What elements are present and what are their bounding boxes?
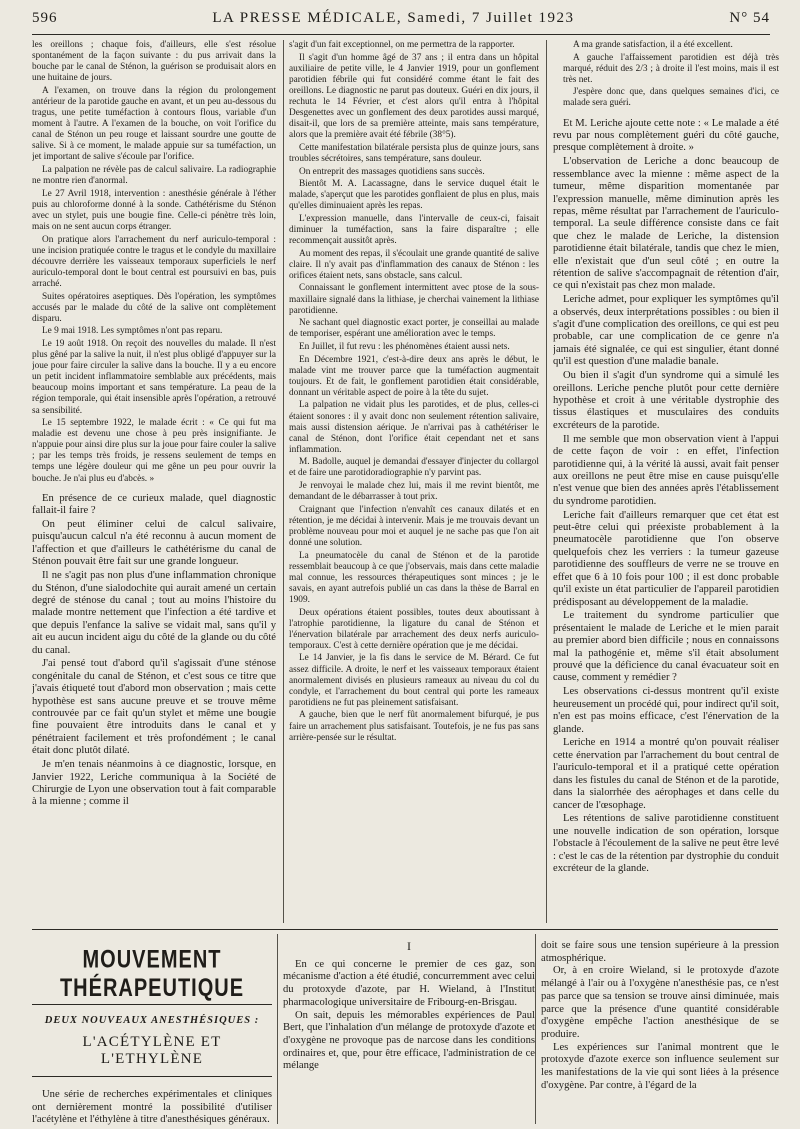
paragraph: Ne sachant quel diagnostic exact porter, je conseillai au malade de temporiser, espérant une amélioration avec le temps. <box>289 318 539 340</box>
paragraph: Les expériences sur l'animal montrent que le protoxyde d'azote exerce son influence seulement sur les manifestations de la vie qui sont liées à la présence d'oxygène. Par contre, à l'égard de la <box>541 1041 779 1091</box>
article-subtitle: DEUX NOUVEAUX ANESTHÉSIQUES : <box>44 1015 260 1026</box>
paragraph: Au moment des repas, il s'écoulait une grande quantité de salive claire. Il n'y avait pas d'inflammation des canaux de Sténon : les orifices étaient nets, sans obstacle, sans calcul. <box>289 248 539 281</box>
paragraph: En Décembre 1921, c'est-à-dire deux ans après le début, le malade vint me trouver parce que la tuméfaction augmentait toujours. Et de fait, le gonflement parotidien était considérable, donnant un véritable aspect de poire à la tête du sujet. <box>289 354 539 398</box>
paragraph: Leriche admet, pour expliquer les symptômes qu'il a observés, deux interprétations possibles : ou bien il s'agit d'une complication des oreillons, ce qui est peu probable, car une complication de ce genre n'a jamais été signalée, ce qui est singulier, étant donné qu'il est question d'une maladie banale. <box>553 294 779 368</box>
paragraph: On entreprit des massages quotidiens sans succès. <box>299 166 485 177</box>
paragraph: Il me semble que mon observation vient à l'appui de cette façon de voir : en effet, l'infection parotidienne qui, à la vérité là aussi, avait fait penser aux oreillons ne peut être mise en cause puisqu'elle n'est venue que bien des années après l'établissement du syndrome parotidien. <box>553 433 779 507</box>
column-divider <box>283 40 284 923</box>
article-column-1 <box>32 40 276 929</box>
paragraph: En ce qui concerne le premier de ces gaz, son mécanisme d'action a été étudié, concurremment avec celui du protoxyde d'azote, par H. Wieland, à l'Institut pharmacologique universitaire de Fribourg-en-Brisgau. <box>283 958 535 1008</box>
paragraph: M. Badolle, auquel je demandai d'essayer d'injecter du collargol et de faire une parotidoradiographie n'y parvint pas. <box>289 457 539 479</box>
paragraph: Le 19 août 1918. On reçoit des nouvelles du malade. Il n'est plus gêné par la salive la nuit, il n'est plus obligé d'appuyer sur la joue pour faire circuler la salive dans la bouche. Il y a eu encore un petit incident inflammatoire semblable aux précédents, mais beaucoup moins important et sans température. La peau de la région temporale, qui était insensible après l'opération, a retrouvé sa sensibilité. <box>32 338 276 416</box>
paragraph: Je renvoyai le malade chez lui, mais il me revint bientôt, me demandant de le débarrasser à tout prix. <box>289 481 539 503</box>
paragraph: Bientôt M. A. Lacassagne, dans le service duquel était le malade, s'aperçut que les parotides gonflaient de plus en plus, mais qu'elles diminuaient après les repas. <box>289 179 539 212</box>
column-divider <box>546 40 547 923</box>
bottom-column-3 <box>541 940 779 1125</box>
section-title: MOUVEMENT THÉRAPEUTIQUE <box>59 946 245 1003</box>
paragraph: J'ai pensé tout d'abord qu'il s'agissait d'une sténose congénitale du canal de Sténon, et c'est sous ce titre que j'avais étiqueté tout d'abord mon observation ; mais cette hypothèse est sans aucune preuve et se trouve même controuvée par ce fait qu'un stylet et même une bougie fine pouvaient être introduits dans le canal et y pénétraient facilement et très profondément ; le canal était donc plutôt dilaté. <box>32 658 276 757</box>
paragraph: J'espère donc que, dans quelques semaines d'ici, ce malade sera guéri. <box>563 87 779 109</box>
quoted-letter <box>563 40 779 110</box>
paragraph: Or, à en croire Wieland, si le protoxyde d'azote mélangé à l'air ou à l'oxygène n'anesthésie pas, ce n'est pas parce que sa tension se trouve ainsi diminuée, mais parce que la présence d'une quantité considérable d'oxygène empêche l'action anesthésique de se produire. <box>541 965 779 1040</box>
paragraph: Le 27 Avril 1918, intervention : anesthésie générale à l'éther puis au chloroforme donné à la sonde. Cathétérisme du Sténon avec un stylet, puis une bougie fine. Celle-ci pénètre très loin, mais on ne sent aucun corps étranger. <box>32 188 276 232</box>
paragraph: Il s'agit d'un homme âgé de 37 ans ; il entra dans un hôpital auxiliaire de petite ville, le 4 Janvier 1919, pour un gonflement parotidien fébrile qui fut considéré comme étant le fait des oreillons. Le diagnostic ne parut pas douteux. Guéri en dix jours, il rechuta le 14 Février, et c'est alors qu'il entra à l'hôpital Desgenettes avec un gonflement des deux parotides aussi marqué, disait-il, que lors de sa première atteinte, mais sans température, alors que la première avait été fébrile (38°5). <box>289 52 539 141</box>
paragraph: Leriche en 1914 a montré qu'on pouvait réaliser cette énervation par l'arrachement du bout central de l'auriculo-temporal et il a pratiqué cette opération dans les fistules du canal de Sténon et de la parotide, dans la sialorrhée des aérophages et dans celle du cancer de l'œsophage. <box>553 737 779 811</box>
column-divider <box>277 934 278 1124</box>
paragraph: On pratique alors l'arrachement du nerf auriculo-temporal : une incision pratiquée contre le tragus et le condyle du maxillaire découvre derrière les vaisseaux temporaux superficiels le nerf auriculo-temporal dont le bout central est poursuivi en bas, puis arraché. <box>32 234 276 289</box>
paragraph: A l'examen, on trouve dans la région du prolongement antérieur de la parotide gauche en avant, et un peu au-dessous du tragus, une petite tuméfaction à contours flous, variable d'un moment à l'autre. A l'examen de la bouche, on voit l'orifice du canal de Sténon un peu rouge et laissant sourdre une goutte de salive. Si à ce moment, le malade appuie sur sa tuméfaction, un jet important de salive s'écoule par l'orifice. <box>32 85 276 163</box>
paragraph: Craignant que l'infection n'envahît ces canaux dilatés et en rétention, je me décidai à intervenir. Mais je me trouvais devant un problème nouveau pour moi et auquel je ne sache pas que l'on ait donné une solution. <box>289 504 539 549</box>
journal-title: LA PRESSE MÉDICALE, Samedi, 7 Juillet 1923 <box>212 10 575 26</box>
paragraph: Connaissant le gonflement intermittent avec ptose de la sous-maxillaire signalé dans la lithiase, je cherchai vainement la lithiase parotidienne. <box>289 283 539 316</box>
paragraph: La palpation ne révèle pas de calcul salivaire. La radiographie ne montre rien d'anormal. <box>32 165 276 187</box>
paragraph: Les observations ci-dessus montrent qu'il existe heureusement un procédé qui, pour indirect qu'il soit, n'en est pas moins efficace, c'est l'énervation de la glande. <box>553 686 779 735</box>
paragraph: Et M. Leriche ajoute cette note : « Le malade a été revu par nous complètement guéri du côté gauche, presque complètement à droite. » <box>553 117 779 154</box>
article-column-3 <box>553 40 779 929</box>
paragraph: doit se faire sous une tension supérieure à la pression atmosphérique. <box>541 940 779 964</box>
article-title: L'ACÉTYLÈNE ET L'ETHYLÈNE <box>32 1034 272 1077</box>
column-divider <box>535 934 536 1124</box>
paragraph: L'expression manuelle, dans l'intervalle de ceux-ci, faisait diminuer la tuméfaction, sans la faire disparaître ; elle recommençait aussitôt après. <box>289 213 539 247</box>
paragraph: Le 9 mai 1918. Les symptômes n'ont pas reparu. <box>42 326 223 337</box>
paragraph: La pneumatocèle du canal de Sténon et de la parotide ressemblait beaucoup à ce que j'observais, mais dans cette maladie mal connue, les ressources thérapeutiques sont minces ; je le savais, en ayant autrefois publié un cas dans la thèse de Barral en 1909. <box>289 550 539 605</box>
paragraph: Le 15 septembre 1922, le malade écrit : « Ce qui fut ma maladie est devenu une chose à peu près insignifiante. Je n'appuie pour ainsi dire plus sur la joue pour faire couler la salive ; par les temps très froids, je ressens seulement de temps en temps une légère douleur qui me gêne un peu pour ouvrir la bouche. Je n'ai plus eu d'abcès. » <box>32 418 276 484</box>
paragraph: Leriche fait d'ailleurs remarquer que cet état est peut-être celui qui préexiste probablement à la pneumatocèle parotidienne que l'on observe quelquefois chez les verriers : la tumeur gazeuse parotidienne des souffleurs de verre ne se trouve en effet que 6 à 10 fois pour 100 ; il est donc probable qu'il existe un état particulier de l'appareil parotidien prédisposant au développement de la maladie. <box>553 509 779 608</box>
paragraph: Ou bien il s'agit d'un syndrome qui a simulé les oreillons. Leriche penche plutôt pour cette dernière hypothèse et croit à une véritable dystrophie des tissus élastiques et musculaires des conduits excréteurs de la parotide. <box>553 370 779 431</box>
issue-number: N° 54 <box>729 10 770 26</box>
section-separator <box>32 929 778 930</box>
paragraph: s'agit d'un fait exceptionnel, on me permettra de la rapporter. <box>289 40 515 50</box>
paragraph: On peut éliminer celui de calcul salivaire, puisqu'aucun calcul n'a été reconnu à aucun moment de l'affection et que d'ailleurs le cathétérisme du canal de Sténon pouvait être fait sur une grande longueur. <box>32 518 276 568</box>
paragraph: Il ne s'agit pas non plus d'une inflammation chronique du Sténon, d'une sialodochite qui aurait amené un certain degré de sténose du canal ; tout au moins l'histoire du malade montre nettement que l'infection a été tardive et que depuis l'enfance la salive se vidait mal, sans qu'il y ait eu aucun incident aigu du côté de la glande ou du côté du canal. <box>32 570 276 656</box>
running-head <box>32 10 770 32</box>
paragraph: A gauche l'affaissement parotidien est déjà très marqué, réduit des 2/3 ; à droite il l'est moins, mais il est très net. <box>563 52 779 85</box>
part-number: I <box>407 940 411 953</box>
article-intro: Une série de recherches expérimentales et cliniques ont dernièrement montré la possibilité d'utiliser l'acétylène et l'éthylène à titre d'anesthésiques généraux. <box>32 1089 272 1126</box>
paragraph: L'observation de Leriche a donc beaucoup de ressemblance avec la mienne : même aspect de la tumeur, même disparition momentanée par l'expression manuelle, même diminution après les repas, même résultat par l'arrachement de l'auriculo-temporal. La seule différence consiste dans ce fait que chez le malade de Leriche, la distension parotidienne était bilatérale, tandis que chez le mien, elle n'existait que d'un seul côté ; en outre la rétention de salive s'accompagnait de rétention d'air, ce qui n'existait pas chez mon malade. <box>553 156 779 292</box>
paragraph: Le 14 Janvier, je la fis dans le service de M. Bérard. Ce fut assez difficile. A droite, le nerf et les vaisseaux temporaux étaient anormalement divisés en plusieurs rameaux au niveau du col du condyle, et l'arrachement du bout central qui porte les rameaux parotidiens ne fut pas pleinement satisfaisant. <box>289 653 539 708</box>
paragraph: A ma grande satisfaction, il a été excellent. <box>573 40 733 50</box>
section-title-rule <box>32 1004 272 1005</box>
paragraph: En Juillet, il fut revu : les phénomènes étaient aussi nets. <box>299 341 510 352</box>
paragraph: En présence de ce curieux malade, quel diagnostic fallait-il faire ? <box>32 492 276 517</box>
paragraph: Deux opérations étaient possibles, toutes deux aboutissant à l'atrophie parotidienne, la ligature du canal de Sténon et l'énervation bilatérale par arrachement des deux nerfs auriculo-temporaux. C'est à cette dernière opération que je me décidai. <box>289 607 539 651</box>
paragraph: Je m'en tenais néanmoins à ce diagnostic, lorsque, en Janvier 1922, Leriche communiqua à la Société de Chirurgie de Lyon une observation tout à fait comparable à la mienne ; comme il <box>32 759 276 808</box>
header-rule <box>32 34 770 35</box>
paragraph: A gauche, bien que le nerf fût anormalement bifurqué, je pus faire un arrachement plus satisfaisant. Toutefois, je ne fus pas sans arrière-pensée sur le résultat. <box>289 710 539 743</box>
article-column-2 <box>289 40 539 929</box>
paragraph: Le traitement du syndrome particulier que présentaient le malade de Leriche et le mien parait au premier abord bien difficile ; nous en connaissons mal la pathogénie et, même s'il était absolument prouvé que la déficience du canal évacuateur soit en cause, comment y remédier ? <box>553 610 779 684</box>
bottom-column-2 <box>283 940 535 1125</box>
section-header-block <box>32 946 272 1126</box>
paragraph: les oreillons ; chaque fois, d'ailleurs, elle s'est résolue spontanément de la façon suivante : du pus arrivait dans la bouche par le canal de Sténon, la guérison se produisait alors en une huitaine de jours. <box>32 40 276 84</box>
page-number: 596 <box>32 10 58 26</box>
paragraph: On sait, depuis les mémorables expériences de Paul Bert, que l'inhalation d'un mélange de protoxyde d'azote et d'oxygène ne provoque pas de narcose dans les conditions ordinaires et, que, pour être efficace, l'administration de ce mélange <box>283 1009 535 1072</box>
paragraph: Suites opératoires aseptiques. Dès l'opération, les symptômes accusés par le malade du côté de la salive ont complètement disparu. <box>32 291 276 324</box>
paragraph: Cette manifestation bilatérale persista plus de quinze jours, sans troubles sécrétoires, sans température, sans douleur. <box>289 142 539 164</box>
paragraph: Les rétentions de salive parotidienne constituent une nouvelle indication de son opération, lorsque l'obstacle à l'écoulement de la salive ne peut être levé : c'est le cas de la rétention par dystrophie du conduit excréteur de la glande. <box>553 813 779 875</box>
paragraph: La palpation ne vidait plus les parotides, et de plus, celles-ci étaient sonores : il y avait donc non seulement rétention salivaire, mais aussi distension aérique. Je n'arrivai pas à cathétériser le canal de Sténon, dont l'orifice était cependant net et sans inflammation. <box>289 400 539 455</box>
